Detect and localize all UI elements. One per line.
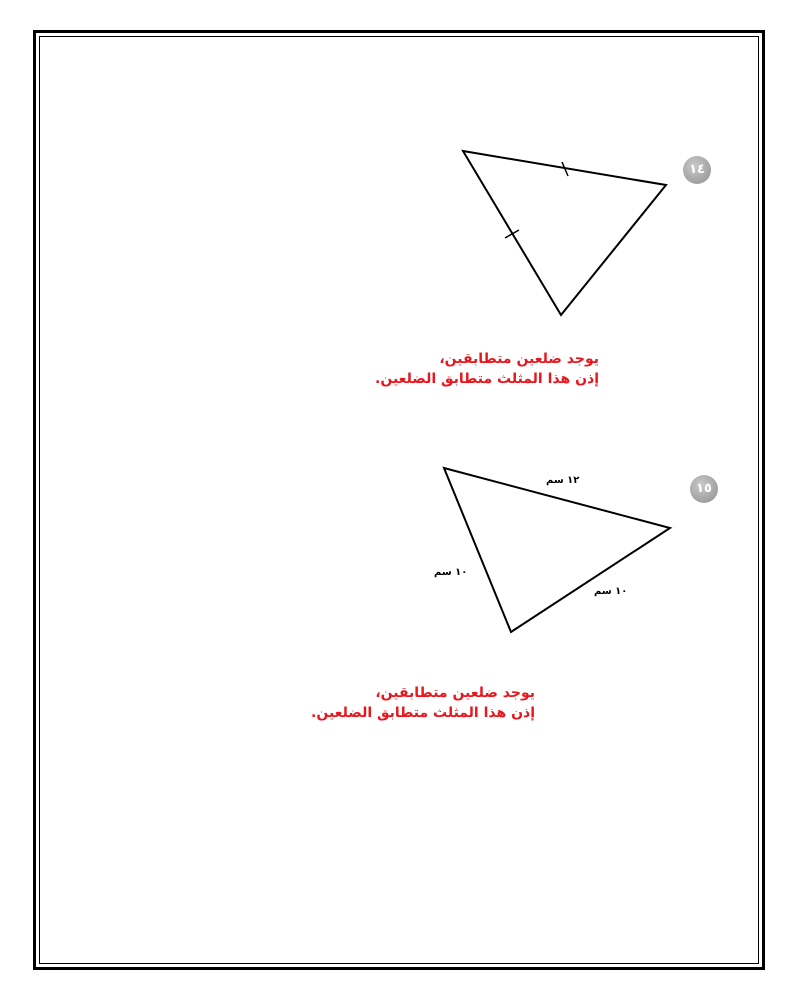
answer-14-line1: يوجد ضلعين متطابقين، bbox=[439, 351, 599, 367]
triangle-14-outline bbox=[463, 151, 666, 315]
side-label-left: ١٠ سم bbox=[434, 567, 468, 578]
answer-15 bbox=[311, 683, 535, 723]
side-label-bottom: ١٠ سم bbox=[594, 586, 628, 597]
problem-number-badge-14: ١٤ bbox=[683, 156, 711, 184]
side-label-top: ١٢ سم bbox=[546, 475, 580, 486]
answer-15-line2: إذن هذا المثلث متطابق الضلعين. bbox=[311, 705, 535, 721]
answer-14-line2: إذن هذا المثلث متطابق الضلعين. bbox=[375, 371, 599, 387]
triangle-15 bbox=[444, 468, 670, 632]
triangle-14 bbox=[463, 151, 666, 315]
answer-14 bbox=[375, 349, 599, 389]
answer-15-line1: يوجد ضلعين متطابقين، bbox=[375, 685, 535, 701]
triangle-15-outline bbox=[444, 468, 670, 632]
problem-number-badge-15: ١٥ bbox=[690, 475, 718, 503]
